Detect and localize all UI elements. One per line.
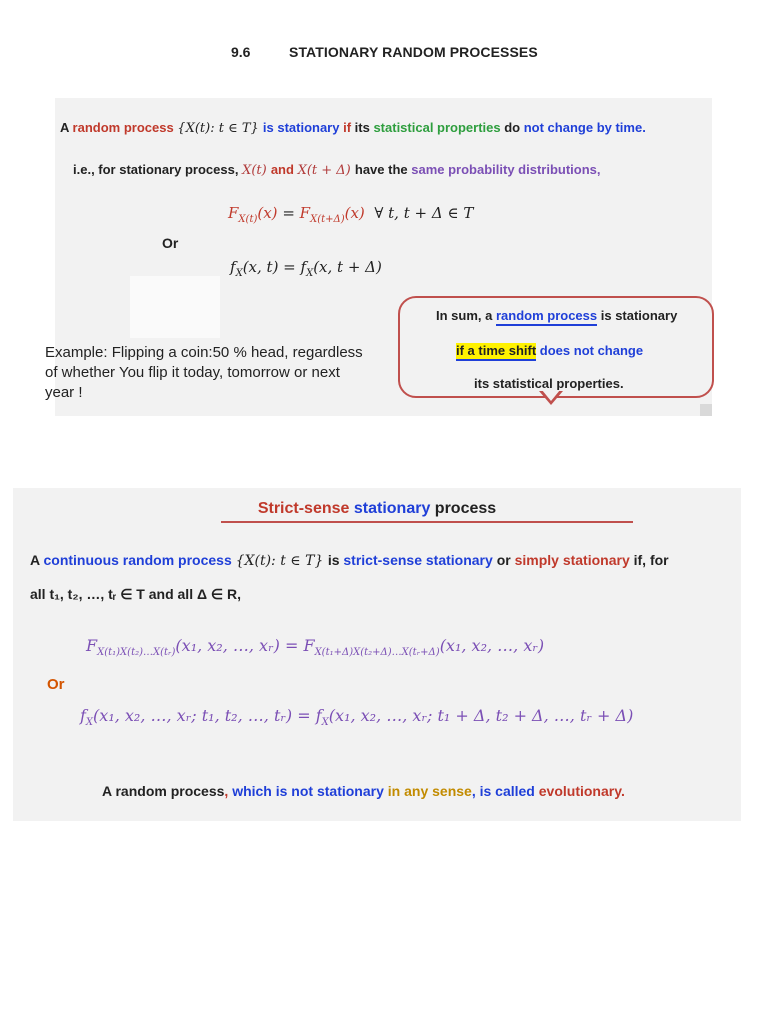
callout-tail-inner	[542, 390, 560, 401]
definition-by-time: by time.	[596, 120, 646, 135]
definition-line	[60, 120, 646, 136]
evo-not-stationary: which is not stationary	[232, 783, 388, 799]
callout-line-1	[436, 308, 677, 323]
sdef-is: is	[327, 552, 344, 568]
callout-random-process: random process	[496, 308, 597, 326]
title-underline	[221, 521, 633, 523]
equation-joint-pdf: $f_X(x_1$, x₂, …, xᵣ; t₁, t₂, …, tᵣ) = $f_X(x_1$, x₂, …, xᵣ; t₁ + Δ, t₂ + Δ, …, tᵣ + Δ)	[80, 706, 634, 729]
sdef-simply-stationary: simply stationary	[514, 552, 634, 568]
equation-pdf-stationary: $f_X(x$, $t) = f_X(x$, t + Δ)	[230, 258, 382, 279]
ie-have-the: have the	[354, 162, 412, 177]
definition-its: its	[354, 120, 374, 135]
evo-random-process: A random process	[102, 783, 225, 799]
section-title: STATIONARY RANDOM PROCESSES	[289, 44, 538, 60]
ie-xt-delta: X(t + Δ)	[297, 163, 355, 178]
title-process: process	[434, 500, 497, 517]
equation-cdf-stationary: $F_{X(t)}(x) = F_{X(t+\Delta)}(x)$ ∀ t, t + Δ ∈ T	[228, 204, 474, 225]
slide-corner-mark	[700, 404, 712, 416]
evo-evolutionary: evolutionary.	[538, 783, 625, 799]
evo-any-sense: in any sense	[387, 783, 472, 799]
ie-xt: X(t)	[242, 163, 271, 178]
equation-joint-cdf: $F_{X(t_1)X(t_2)\dots X(tᵣ)}(x_1$, x₂, …, xᵣ) = $F_{X(t_1+\Delta)X(t_2+\Delta)\dots X(tᵣ+\Delta)}(x_1$, x₂, …, xᵣ)	[86, 636, 545, 659]
or-label: Or	[162, 235, 179, 251]
callout-time-shift: if a time shift	[456, 343, 536, 361]
example-text: Example: Flipping a coin:50 % head, regardless of whether You flip it today, tomorrow or next year !	[45, 344, 363, 401]
definition-do: do	[504, 120, 524, 135]
sdef-continuous-random-process: continuous random process	[43, 552, 236, 568]
sdef-strict-sense-stationary: strict-sense stationary	[343, 552, 497, 568]
sdef-if-for: if, for	[633, 552, 669, 568]
ie-probability-distributions: probability distributions,	[448, 162, 601, 177]
evo-is-called: , is called	[471, 783, 539, 799]
sdef-a: A	[30, 552, 44, 568]
ie-text: i.e., for stationary process,	[73, 162, 243, 177]
section-number: 9.6	[231, 44, 251, 60]
callout-line-3: its statistical properties.	[474, 376, 624, 391]
definition-term-stationary: is stationary	[262, 120, 344, 135]
sdef-set-notation: {X(t): t ∈ T}	[235, 553, 328, 569]
ie-line	[73, 162, 601, 178]
evolutionary-definition	[102, 783, 625, 799]
definition-text: A	[60, 120, 73, 135]
sdef-or: or	[496, 552, 515, 568]
definition-term-random-process: random process	[72, 120, 178, 135]
callout-does-not-change: does not change	[536, 343, 644, 358]
title-strict-sense: Strict-sense	[257, 500, 354, 517]
definition-set-notation: {X(t): t ∈ T}	[177, 121, 263, 136]
or-label-2: Or	[47, 676, 65, 693]
callout-line-2	[456, 343, 643, 358]
evo-comma: ,	[224, 783, 233, 799]
placeholder-box	[130, 276, 220, 338]
definition-term-statistical-properties: statistical properties	[373, 120, 505, 135]
strict-definition-line-2: all t₁, t₂, …, tᵣ ∈ T and all Δ ∈ R,	[30, 586, 242, 602]
ie-same: same	[411, 162, 449, 177]
ie-and: and	[270, 162, 298, 177]
callout-text-a: In sum, a	[436, 308, 496, 323]
summary-callout	[398, 296, 714, 398]
definition-if: if	[343, 120, 355, 135]
callout-is-stationary: is stationary	[597, 308, 678, 323]
strict-definition-line-1	[30, 552, 669, 569]
slide-strict-sense	[13, 488, 741, 821]
definition-not-change: not change	[523, 120, 597, 135]
title-stationary: stationary	[353, 500, 435, 517]
slide2-title	[13, 500, 741, 518]
